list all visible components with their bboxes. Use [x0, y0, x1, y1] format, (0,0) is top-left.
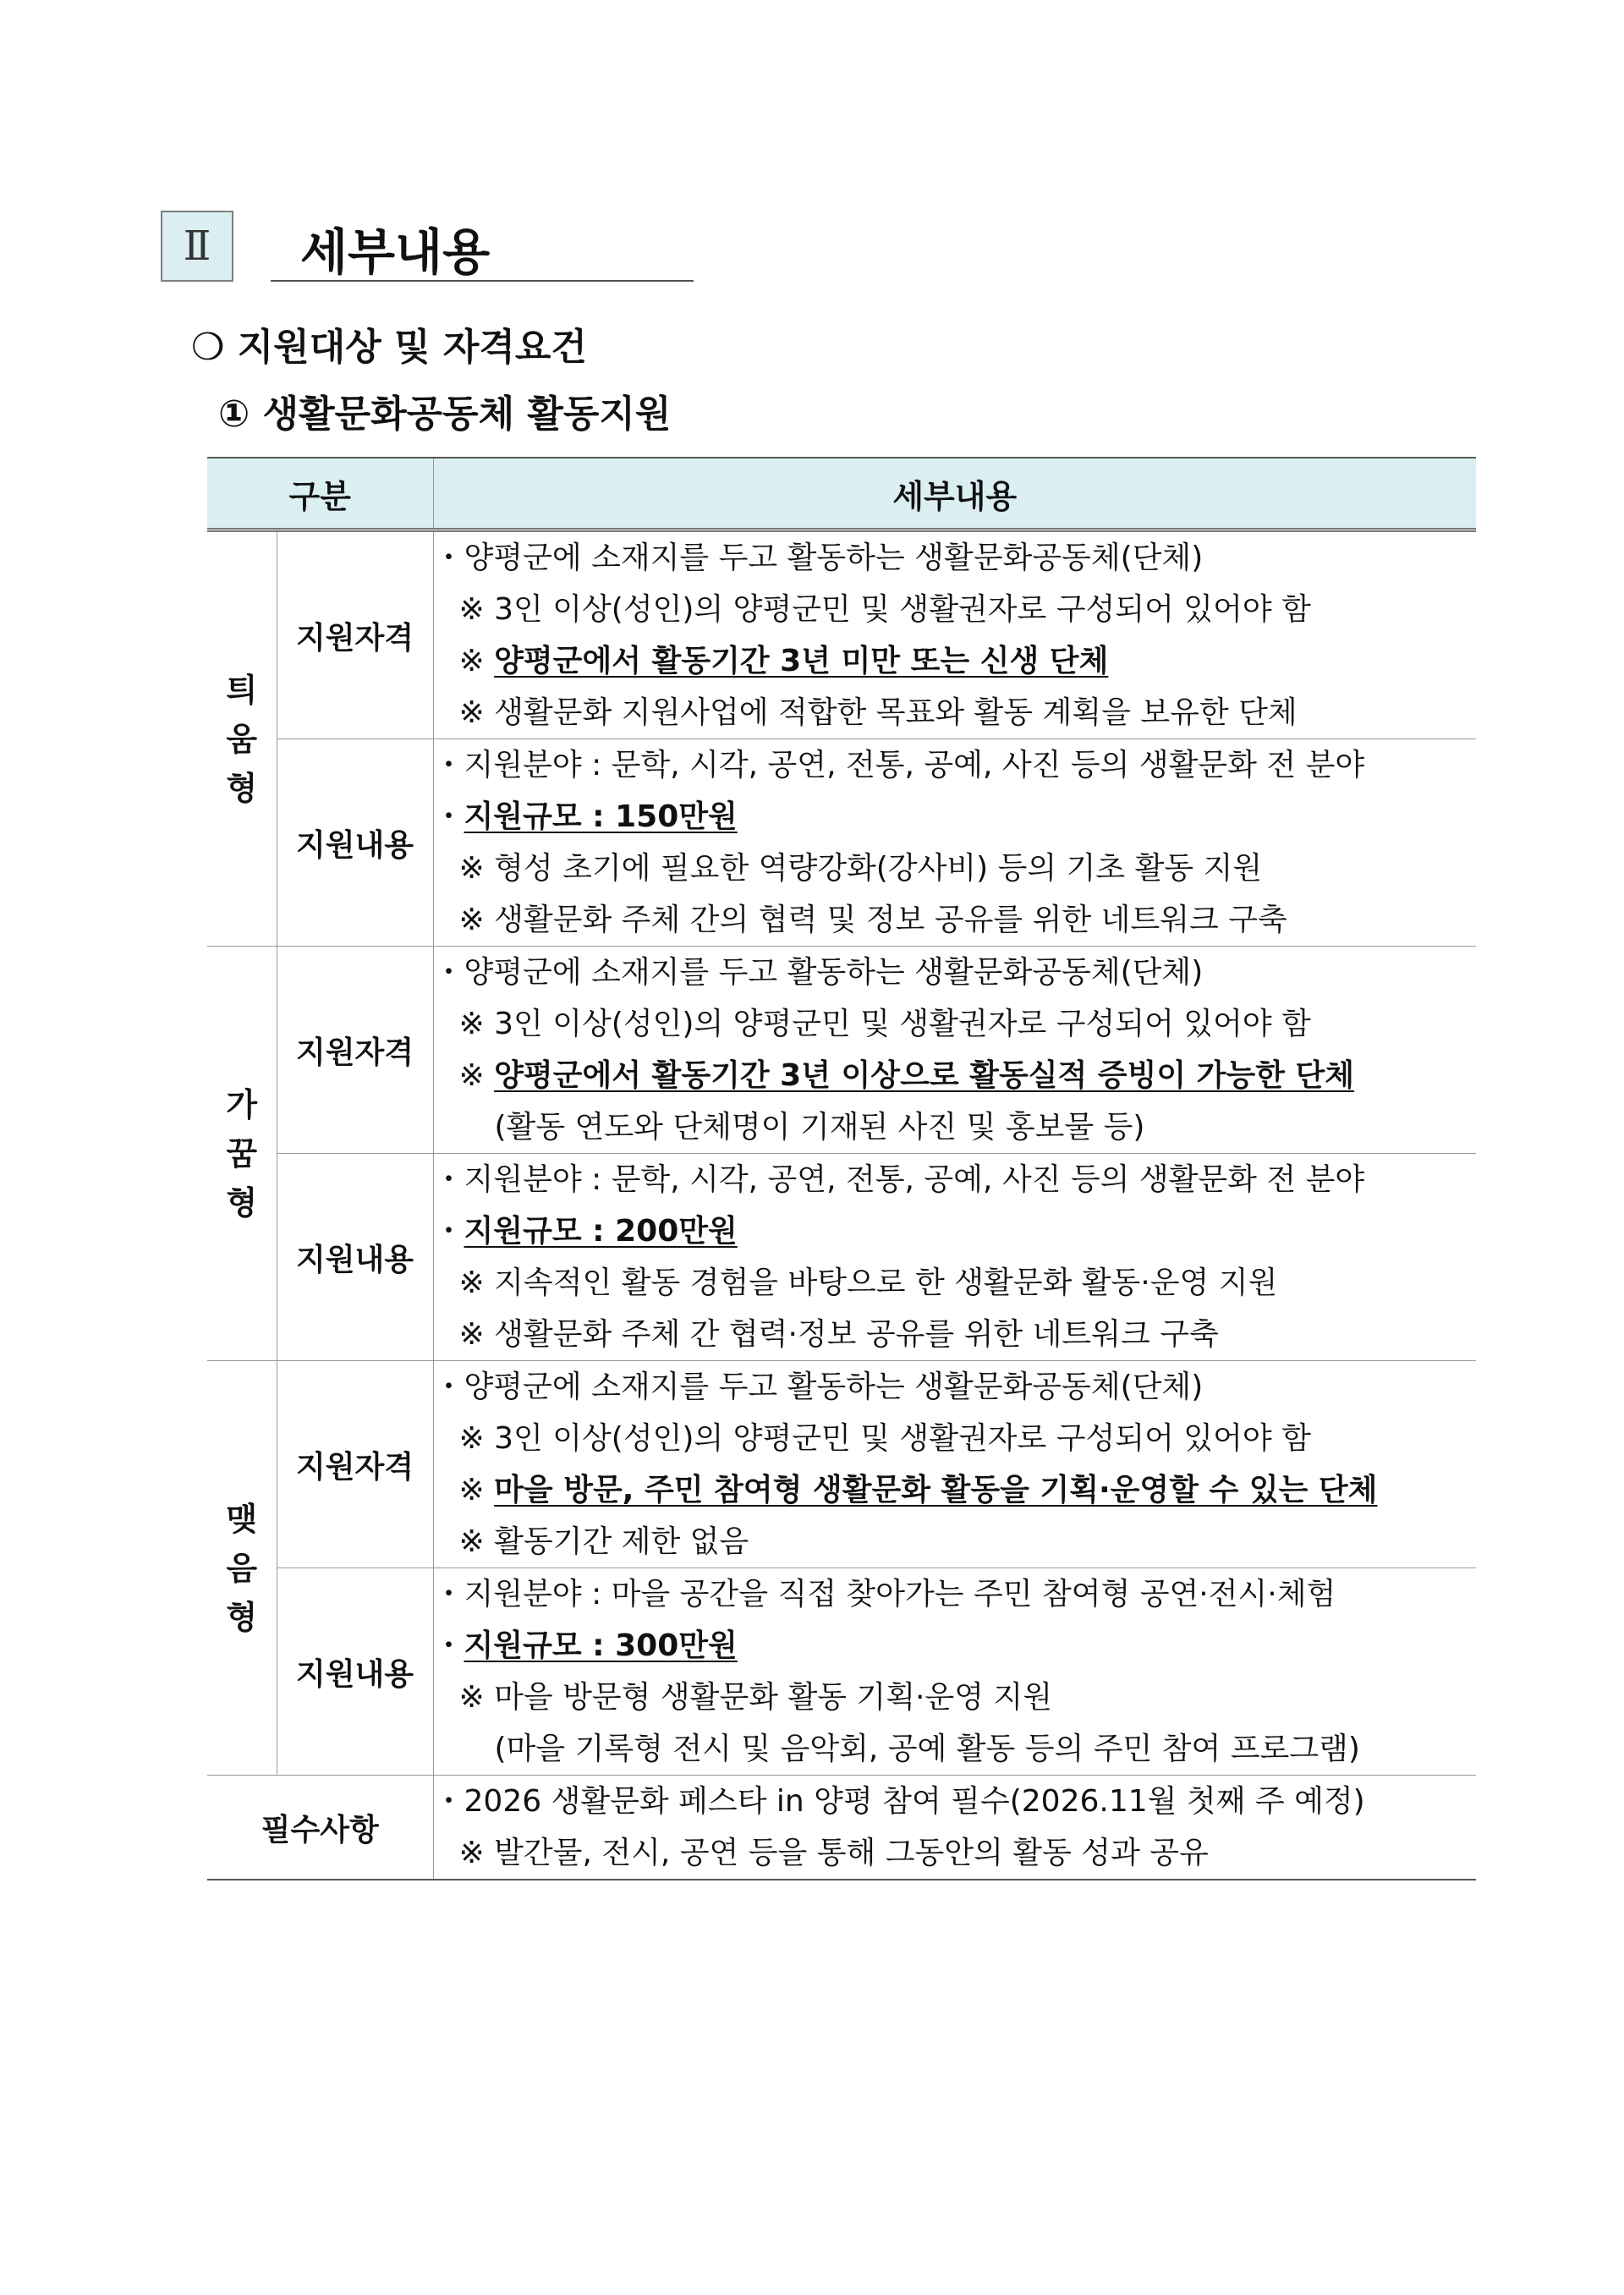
content-line: ・지원분야 : 문학, 시각, 공연, 전통, 공예, 사진 등의 생활문화 전 분야: [433, 748, 1365, 782]
row-label: 지원자격: [277, 947, 433, 1154]
section-header: [161, 207, 694, 283]
content-line: ・지원규모 : 150만원: [433, 799, 738, 834]
row-content: [433, 1776, 1476, 1880]
header-category: 구분: [207, 458, 433, 530]
content-line: (마을 기록형 전시 및 음악회, 공예 활동 등의 주민 참여 프로그램): [494, 1732, 1360, 1766]
content-line: ・양평군에 소재지를 두고 활동하는 생활문화공동체(단체): [433, 955, 1204, 990]
content-line: ※ 3인 이상(성인)의 양평군민 및 생활권자로 구성되어 있어야 함: [458, 592, 1311, 627]
group-name-char: 음: [226, 1549, 258, 1587]
row-label: 지원내용: [277, 739, 433, 947]
group-name-cell: [207, 947, 277, 1361]
row-label: 지원자격: [277, 1361, 433, 1568]
content-line: ※ 마을 방문, 주민 참여형 생활문화 활동을 기획·운영할 수 있는 단체: [458, 1473, 1378, 1507]
content-line: ※ 3인 이상(성인)의 양평군민 및 생활권자로 구성되어 있어야 함: [458, 1007, 1311, 1041]
content-line: ※ 생활문화 주체 간의 협력 및 정보 공유를 위한 네트워크 구축: [458, 903, 1287, 937]
row-label: 지원내용: [277, 1568, 433, 1776]
content-line: ※ 양평군에서 활동기간 3년 이상으로 활동실적 증빙이 가능한 단체: [458, 1058, 1355, 1093]
content-line: ※ 생활문화 주체 간 협력·정보 공유를 위한 네트워크 구축: [458, 1317, 1219, 1352]
header-details: 세부내용: [433, 458, 1476, 530]
table-row: [207, 530, 1476, 739]
row-content: [433, 1361, 1476, 1568]
group-name-cell: [207, 530, 277, 947]
row-label: 지원내용: [277, 1154, 433, 1361]
content-line: ※ 양평군에서 활동기간 3년 미만 또는 신생 단체: [458, 644, 1109, 678]
content-line: ・2026 생활문화 페스타 in 양평 참여 필수(2026.11월 첫째 주 예정): [433, 1784, 1365, 1819]
row-content: [433, 530, 1476, 739]
support-details-table: [207, 457, 1476, 1880]
group-name-char: 꿈: [226, 1134, 258, 1172]
content-line: ・지원규모 : 200만원: [433, 1214, 738, 1249]
row-label: 지원자격: [277, 530, 433, 739]
group-name-char: 가: [226, 1085, 258, 1123]
table-row: [207, 1154, 1476, 1361]
content-line: ※ 형성 초기에 필요한 역량강화(강사비) 등의 기초 활동 지원: [458, 851, 1263, 886]
content-line: ※ 지속적인 활동 경험을 바탕으로 한 생활문화 활동·운영 지원: [458, 1266, 1278, 1300]
table-row: [207, 1361, 1476, 1568]
content-line: ※ 3인 이상(성인)의 양평군민 및 생활권자로 구성되어 있어야 함: [458, 1421, 1311, 1456]
group-name-char: 움: [226, 720, 258, 758]
content-line: ※ 마을 방문형 생활문화 활동 기획·운영 지원: [458, 1680, 1052, 1715]
title-underline: [271, 280, 694, 282]
group-name-char: 형: [226, 769, 258, 807]
group-name-char: 맺: [226, 1500, 258, 1538]
content-line: ・양평군에 소재지를 두고 활동하는 생활문화공동체(단체): [433, 541, 1204, 575]
group-name-char: 형: [226, 1598, 258, 1636]
row-content: [433, 739, 1476, 947]
content-line: (활동 연도와 단체명이 기재된 사진 및 홍보물 등): [494, 1110, 1145, 1145]
table-row: [207, 947, 1476, 1154]
row-content: [433, 1568, 1476, 1776]
row-content: [433, 1154, 1476, 1361]
table-header-row: [207, 458, 1476, 530]
group-name-char: 틔: [226, 671, 258, 709]
section-number-box: Ⅱ: [161, 211, 233, 282]
row-content: [433, 947, 1476, 1154]
table-row: [207, 1776, 1476, 1880]
content-line: ・양평군에 소재지를 두고 활동하는 생활문화공동체(단체): [433, 1370, 1204, 1404]
row-label: 필수사항: [207, 1776, 433, 1880]
table-row: [207, 739, 1476, 947]
group-name-cell: [207, 1361, 277, 1776]
content-line: ※ 발간물, 전시, 공연 등을 통해 그동안의 활동 성과 공유: [458, 1836, 1209, 1870]
subheading-support-target: ❍ 지원대상 및 자격요건: [191, 326, 587, 369]
group-name-char: 형: [226, 1183, 258, 1222]
content-line: ・지원규모 : 300만원: [433, 1628, 738, 1663]
subheading-community-support: ① 생활문화공동체 활동지원: [218, 393, 672, 436]
section-title: 세부내용: [300, 223, 491, 281]
table-row: [207, 1568, 1476, 1776]
content-line: ・지원분야 : 문학, 시각, 공연, 전통, 공예, 사진 등의 생활문화 전 분야: [433, 1162, 1365, 1197]
content-line: ※ 활동기간 제한 없음: [458, 1524, 749, 1559]
content-line: ※ 생활문화 지원사업에 적합한 목표와 활동 계획을 보유한 단체: [458, 695, 1298, 730]
content-line: ・지원분야 : 마을 공간을 직접 찾아가는 주민 참여형 공연·전시·체험: [433, 1577, 1336, 1611]
